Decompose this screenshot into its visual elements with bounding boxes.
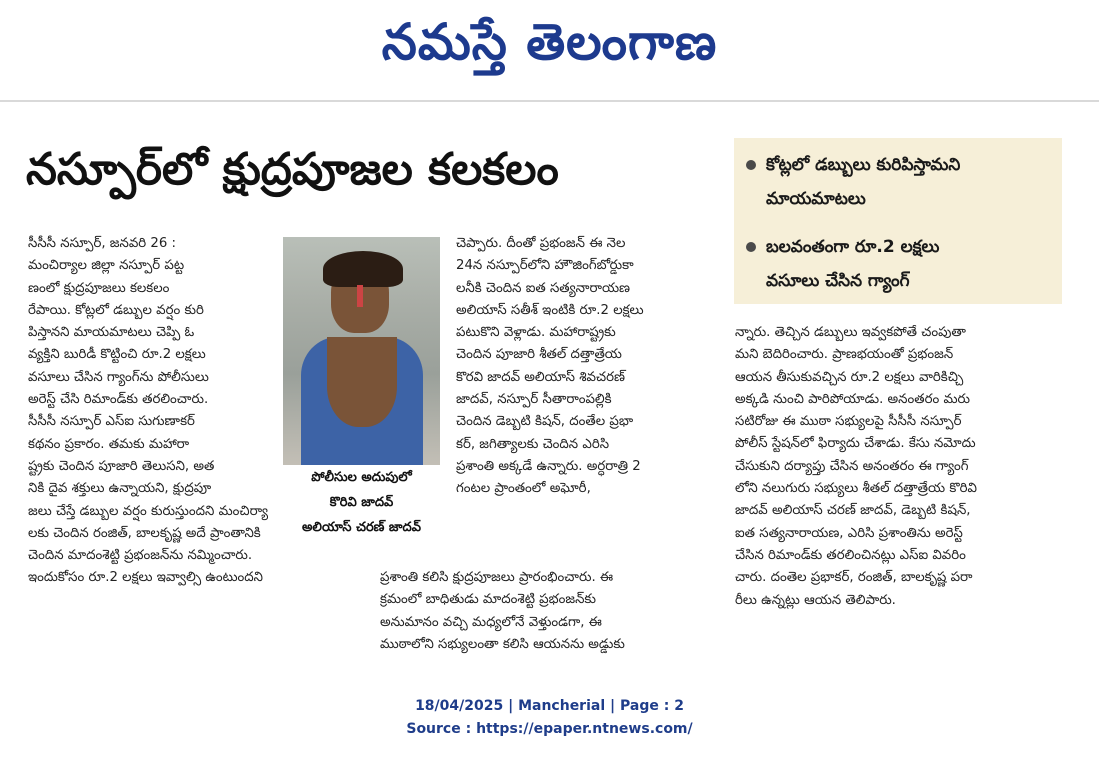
caption-line: కొరివి జాదవ్‌ — [329, 495, 394, 510]
highlight-line: కోట్లలో డబ్బులు కురిపిస్తామని — [766, 155, 961, 175]
highlights-box — [734, 138, 1062, 304]
bullet-icon — [746, 242, 756, 252]
article-line: ఇందుకోసం రూ.2 లక్షలు ఇవ్వాల్సి ఉంటుందని — [28, 570, 264, 586]
article-line: చెందిన డెబ్బటి కిషన్‌, దంతేల ప్రభా — [456, 414, 634, 430]
article-line: చారు. దంతెల ప్రభాకర్‌, రంజిత్‌, బాలకృష్ణ పరా — [735, 570, 973, 586]
article-line: చెందిన పూజారి శీతల్‌ దత్తాత్రేయ — [456, 347, 622, 363]
article-line: ప్రశాంతి అక్కడే ఉన్నారు. అర్ధరాత్రి 2 — [456, 458, 641, 474]
article-column-2-continued — [380, 567, 708, 656]
article-line: పటుకొని వెళ్లాడు. మహారాష్ట్రకు — [456, 325, 616, 341]
article-line: కర్‌, జగిత్యాలకు చెందిన ఎరిసి — [456, 436, 610, 452]
highlight-item — [746, 230, 1056, 298]
article-line: వసూలు చేసిన గ్యాంగ్‌ను పోలీసులు — [28, 369, 209, 385]
caption-line: అలియాస్‌ చరణ్‌ జాదవ్‌ — [302, 520, 421, 535]
article-line: న్నారు. తెచ్చిన డబ్బులు ఇవ్వకపోతే చంపుతా — [735, 325, 966, 340]
photo-caption — [283, 465, 440, 543]
article-line: కథనం ప్రకారం. తమకు మహారా — [28, 436, 190, 452]
article-line: చెప్పారు. దీంతో ప్రభంజన్‌ ఈ నెల — [456, 236, 626, 251]
article-column-2 — [456, 233, 708, 501]
article-line: లనీకి చెందిన ఐత సత్యనారాయణ — [456, 280, 631, 296]
article-column-3 — [735, 322, 1065, 612]
highlight-item — [746, 148, 1056, 216]
article-line: సటిరోజు ఈ ముఠా సభ్యులపై సీసీసీ నస్పూర్‌ — [735, 414, 962, 430]
article-line: గంటల ప్రాంతంలో అఘోరీ, — [456, 481, 591, 497]
bullet-icon — [746, 160, 756, 170]
article-line: పిస్తానని మాయమాటలు చెప్పి ఓ — [28, 325, 195, 341]
article-line: సీసీసీ నస్పూర్‌, జనవరి 26 : — [28, 236, 177, 251]
article-line: నికి దైవ శక్తులు ఉన్నాయని, క్షుద్రపూ — [28, 481, 212, 497]
article-line: మంచిర్యాల జిల్లా నస్పూర్‌ పట్ట — [28, 258, 185, 274]
article-line: జాదవ్‌ అలియాస్‌ చరణ్‌ జాదవ్‌, డెబ్బటి కిషన్‌, — [735, 503, 971, 519]
article-line: జలు చేస్తే డబ్బుల వర్షం కురుస్తుందని మంచిర్యా — [28, 503, 268, 519]
article-line: 24న నస్పూర్‌లోని హౌజింగ్‌బోర్డుకా — [456, 258, 634, 274]
article-line: జాదవ్‌, నస్పూర్‌ సీతారాంపల్లికి — [456, 392, 612, 408]
article-line: వ్యక్తిని బురిడీ కొట్టించి రూ.2 లక్షలు — [28, 347, 206, 363]
newspaper-masthead: నమస్తే తెలంగాణ — [381, 12, 718, 71]
article-line: మని బెదిరించారు. ప్రాణభయంతో ప్రభంజన్‌ — [735, 347, 954, 363]
article-headline: నస్పూర్‌లో క్షుద్రపూజల కలకలం — [26, 144, 559, 195]
article-line: ముఠాలోని సభ్యులంతా కలిసి ఆయనను అడ్డుకు — [380, 636, 625, 652]
article-line: ష్ట్రకు చెందిన పూజారి తెలుసని, అత — [28, 458, 215, 474]
article-line: చెందిన మాదంశెట్టి ప్రభంజన్‌ను నమ్మించారు. — [28, 548, 253, 564]
article-column-1 — [28, 233, 268, 590]
source-link[interactable]: Source : https://epaper.ntnews.com/ — [406, 721, 693, 737]
suspect-photo — [283, 237, 440, 465]
masthead-divider — [0, 100, 1099, 102]
article-line: రేపాయి. కోట్లలో డబ్బుల వర్షం కురి — [28, 302, 204, 318]
article-line: అక్కడి నుంచి పారిపోయాడు. అనంతరం మరు — [735, 391, 971, 407]
article-line: ప్రశాంతి కలిసి క్షుద్రపూజలు ప్రారంభించారు. ఈ — [380, 570, 614, 585]
article-line: చేసిన రిమాండ్‌కు తరలించినట్లు ఎస్‌ఐ వివరిం — [735, 547, 966, 563]
article-line: పోలీస్‌ స్టేషన్‌లో ఫిర్యాదు చేశాడు. కేసు నమోదు — [735, 436, 976, 452]
edition-info: 18/04/2025 | Mancherial | Page : 2 — [415, 698, 684, 714]
article-line: అలియాస్‌ సతీశ్‌ ఇంటికి రూ.2 లక్షలు — [456, 302, 644, 318]
article-line: అరెస్ట్‌ చేసి రిమాండ్‌కు తరలించారు. — [28, 392, 209, 408]
highlight-line: వసూలు చేసిన గ్యాంగ్‌ — [766, 271, 910, 291]
article-line: సీసీసీ నస్పూర్‌ ఎస్‌ఐ సుగుణాకర్‌ — [28, 414, 195, 430]
article-line: అనుమానం వచ్చి మధ్యలోనే వెళ్తుండగా, ఈ — [380, 614, 602, 630]
article-line: కొరవి జాదవ్‌ అలియాస్‌ శివచరణ్‌ — [456, 369, 625, 385]
article-line: ఆయన తీసుకువచ్చిన రూ.2 లక్షలు వారికిచ్చి — [735, 369, 964, 385]
highlight-line: మాయమాటలు — [766, 189, 866, 209]
article-line: లకు చెందిన రంజిత్‌, బాలకృష్ణ అదే ప్రాంతానికి — [28, 525, 261, 541]
article-line: ణంలో క్షుద్రపూజలు కలకలం — [28, 280, 170, 296]
article-line: ఐత సత్యనారాయణ, ఎరిసి ప్రశాంతిను అరెస్ట్‌ — [735, 525, 963, 541]
caption-line: పోలీసుల అదుపులో — [311, 470, 412, 485]
article-line: క్రమంలో బాధితుడు మాదంశెట్టి ప్రభంజన్‌కు — [380, 592, 596, 608]
article-line: లోని నలుగురు సభ్యులు శీతల్‌ దత్తాత్రేయ కొరివి — [735, 481, 977, 497]
highlight-line: బలవంతంగా రూ.2 లక్షలు — [766, 237, 940, 257]
article-line: రీలు ఉన్నట్లు ఆయన తెలిపారు. — [735, 592, 896, 608]
article-line: చేసుకుని దర్యాప్తు చేసిన అనంతరం ఈ గ్యాంగ్‌ — [735, 458, 969, 474]
